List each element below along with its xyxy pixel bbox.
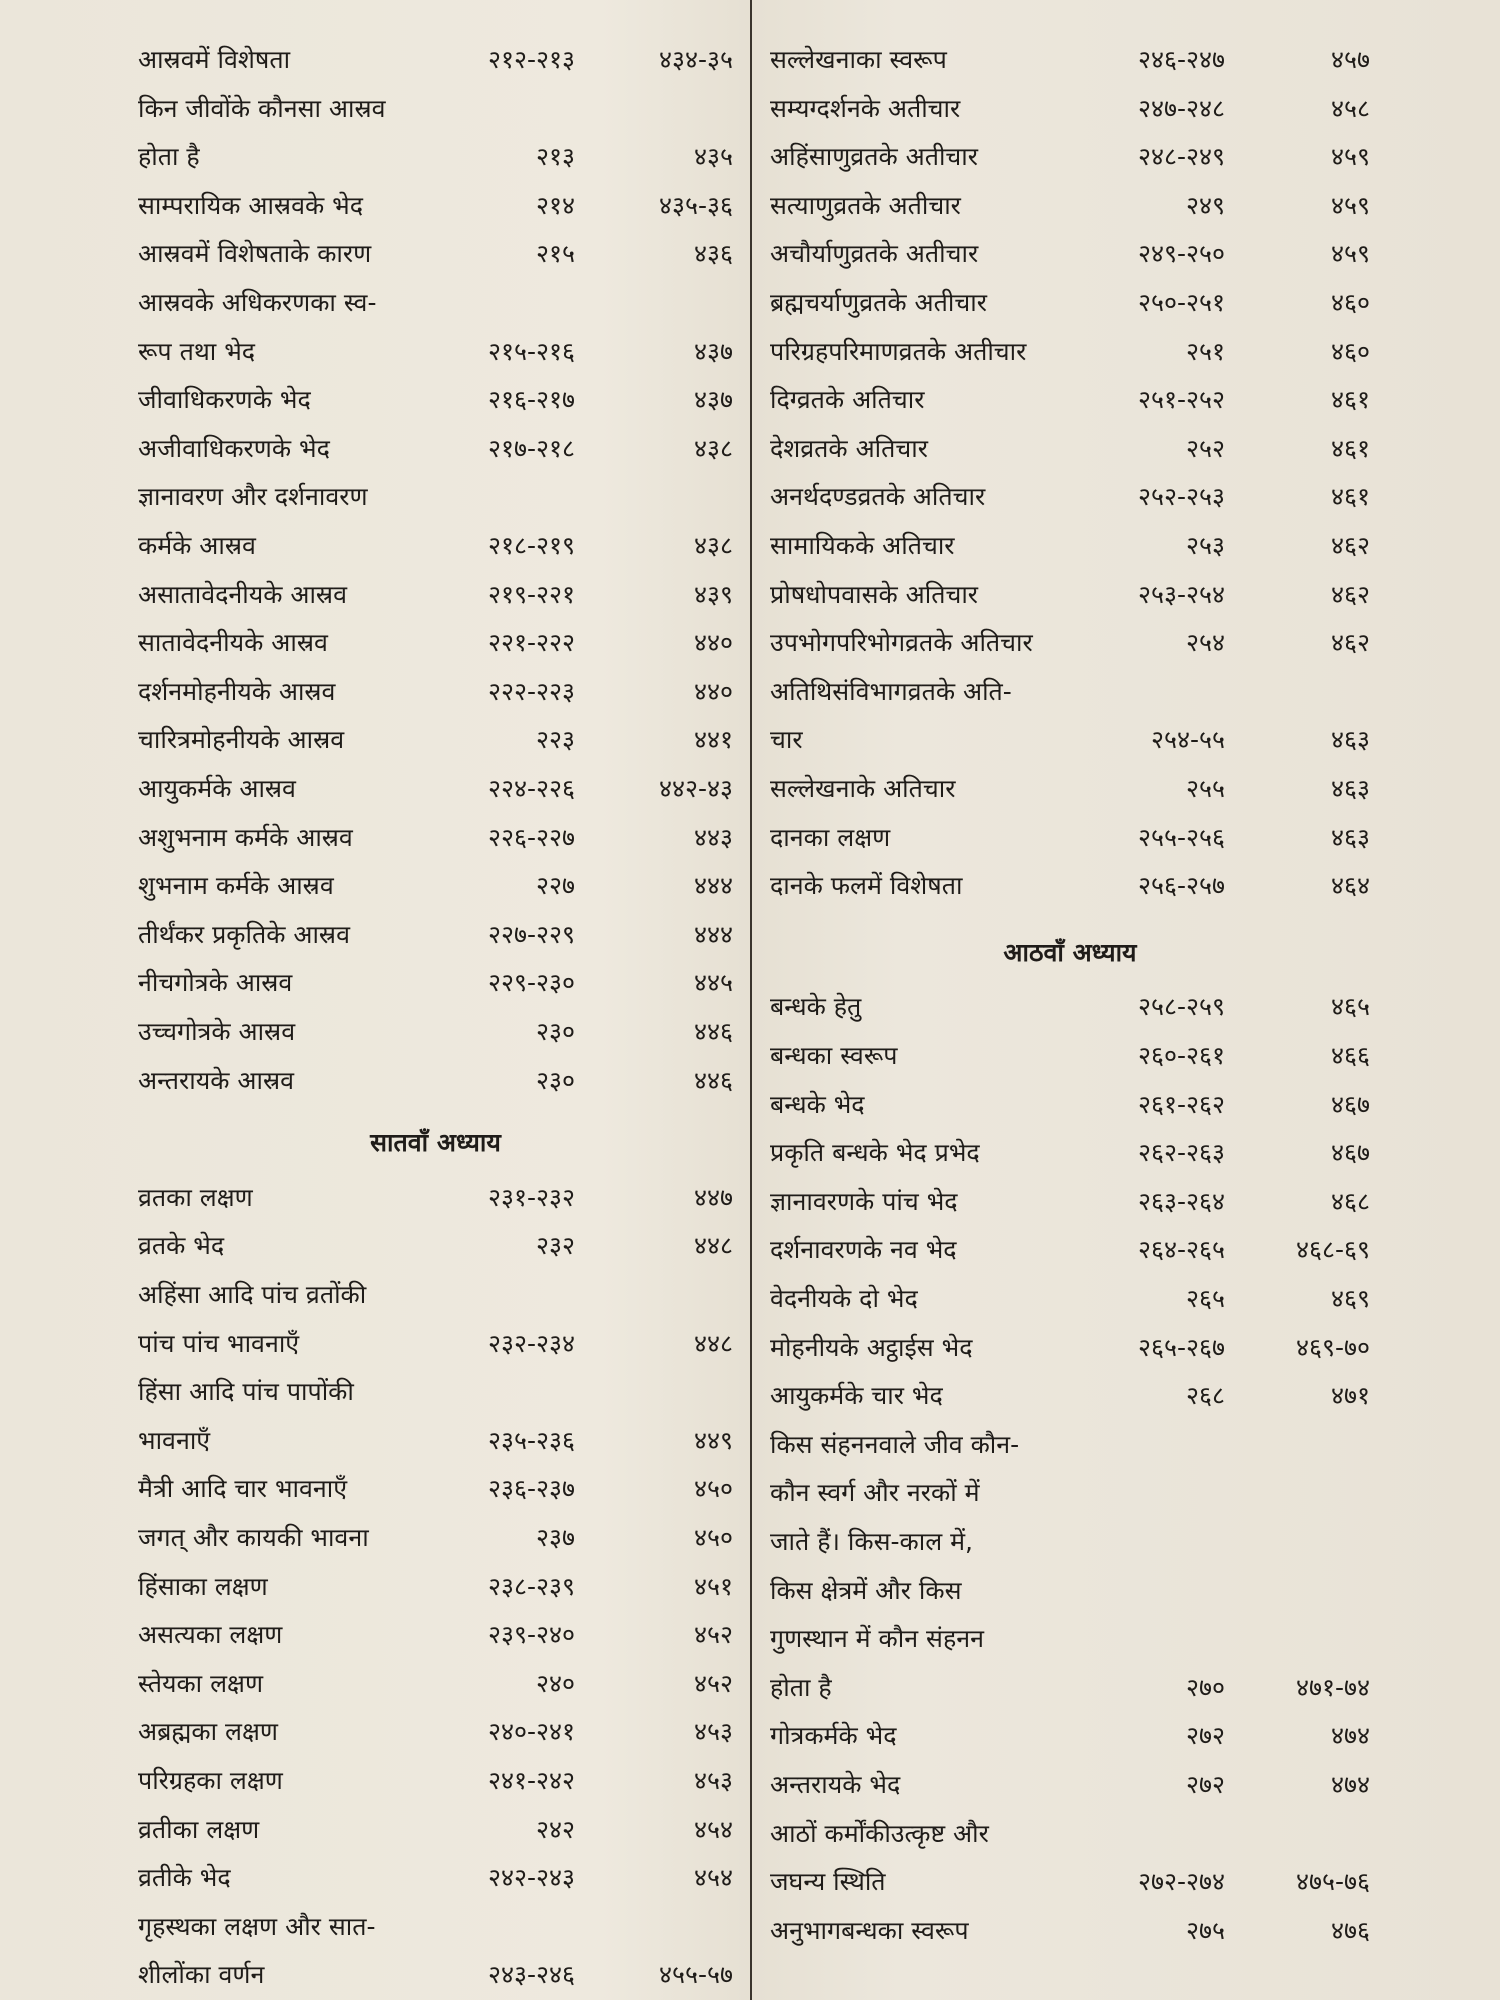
entry-sutra-number: २५१ <box>1185 336 1225 366</box>
entry-sutra-number: २१३ <box>535 142 575 172</box>
toc-entry <box>138 1368 733 1416</box>
toc-entry <box>770 862 1370 910</box>
entry-title: अशुभनाम कर्मके आस्रव <box>138 822 353 852</box>
entry-page-number: ४६३ <box>1330 725 1370 755</box>
entry-title: शुभनाम कर्मके आस्रव <box>138 871 334 901</box>
toc-entry <box>138 473 733 521</box>
entry-page-number: ४५२ <box>693 1620 733 1650</box>
entry-title: आस्रवमें विशेषताके कारण <box>138 239 372 269</box>
toc-entry <box>138 911 733 959</box>
entry-title: सामायिकके अतिचार <box>770 531 955 560</box>
entry-page-number: ४३५ <box>693 142 733 172</box>
entry-sutra-number: २५६-२५७ <box>1137 871 1225 901</box>
toc-entry <box>138 279 733 327</box>
entry-title: हिंसाका लक्षण <box>138 1571 268 1601</box>
toc-entry <box>770 1129 1370 1177</box>
entry-title: चार <box>770 725 803 755</box>
entry-sutra-number: २२९-२३० <box>487 968 575 998</box>
entry-title: अचौर्याणुव्रतके अतीचार <box>770 239 979 269</box>
entry-page-number: ४४८ <box>693 1231 733 1261</box>
toc-entry <box>770 1032 1370 1080</box>
entry-sutra-number: २४९ <box>1185 190 1225 220</box>
toc-entry <box>138 230 733 278</box>
entry-sutra-number: २४१-२४२ <box>487 1766 575 1795</box>
entry-page-number: ४३८ <box>693 531 733 560</box>
entry-page-number: ४३८ <box>693 433 733 463</box>
entry-title: किन जीवोंके कौनसा आस्रव <box>138 93 386 123</box>
entry-title: गृहस्थका लक्षण और सात- <box>138 1911 376 1941</box>
entry-sutra-number: २१८-२१९ <box>487 531 575 560</box>
entry-title: व्रतके भेद <box>138 1231 225 1261</box>
toc-entry <box>770 1421 1370 1469</box>
toc-entry <box>770 522 1370 570</box>
entry-title: सल्लेखनाके अतिचार <box>770 774 956 803</box>
toc-entry <box>770 85 1370 133</box>
entry-sutra-number: २२७-२२९ <box>487 919 575 949</box>
toc-entry <box>138 85 733 133</box>
toc-entry <box>138 1757 733 1805</box>
entry-page-number: ४६० <box>1330 336 1370 366</box>
toc-entry <box>138 959 733 1007</box>
toc-entry <box>770 1469 1370 1517</box>
toc-entry <box>138 1854 733 1902</box>
entry-title: आस्रवके अधिकरणका स्व- <box>138 288 377 317</box>
entry-sutra-number: २४३-२४६ <box>487 1960 575 1990</box>
entry-page-number: ४६७ <box>1330 1138 1370 1168</box>
entry-sutra-number: २६८ <box>1185 1381 1225 1411</box>
column-divider <box>750 0 752 2000</box>
entry-title: अजीवाधिकरणके भेद <box>138 433 330 463</box>
entry-page-number: ४४६ <box>693 1065 733 1095</box>
toc-entry <box>138 862 733 910</box>
toc-entry <box>770 619 1370 667</box>
entry-title: बन्धके भेद <box>770 1089 865 1119</box>
entry-sutra-number: २५२-२५३ <box>1137 482 1225 512</box>
toc-entry <box>770 814 1370 862</box>
entry-title: प्रोषधोपवासके अतिचार <box>770 579 979 609</box>
entry-title: अहिंसाणुव्रतके अतीचार <box>770 142 978 172</box>
entry-page-number: ४६२ <box>1330 628 1370 658</box>
entry-page-number: ४५३ <box>693 1766 733 1795</box>
entry-page-number: ४५० <box>693 1523 733 1552</box>
entry-sutra-number: २१९-२२१ <box>487 579 575 609</box>
entry-sutra-number: २५२ <box>1185 433 1225 463</box>
entry-sutra-number: २६५ <box>1185 1284 1225 1313</box>
entry-title: जाते हैं। किस-काल में, <box>770 1527 973 1556</box>
entry-sutra-number: २५५ <box>1185 774 1225 803</box>
entry-sutra-number: २४० <box>535 1668 575 1698</box>
entry-title: आयुकर्मके आस्रव <box>138 774 296 803</box>
toc-entry <box>138 1008 733 1056</box>
entry-title: दिग्व्रतके अतिचार <box>770 385 925 415</box>
entry-title: हिंसा आदि पांच पापोंकी <box>138 1377 354 1407</box>
entry-title: ज्ञानावरण और दर्शनावरण <box>138 482 368 512</box>
chapter-heading: सातवाँ अध्याय <box>370 1128 501 1158</box>
toc-entry <box>138 1174 733 1222</box>
entry-sutra-number: २७२-२७४ <box>1137 1867 1225 1897</box>
entry-page-number: ४४१ <box>693 725 733 755</box>
entry-sutra-number: २४२ <box>535 1814 575 1844</box>
entry-title: उपभोगपरिभोगव्रतके अतिचार <box>770 628 1033 658</box>
entry-page-number: ४५९ <box>1330 239 1370 269</box>
toc-entry <box>770 328 1370 376</box>
entry-page-number: ४६३ <box>1330 774 1370 803</box>
left-column <box>138 36 733 1996</box>
entry-sutra-number: २१५-२१६ <box>487 336 575 366</box>
toc-entry <box>138 1465 733 1513</box>
entry-page-number: ४६८-६९ <box>1295 1235 1370 1265</box>
entry-sutra-number: २२६-२२७ <box>487 822 575 852</box>
entry-title: व्रतका लक्षण <box>138 1182 253 1212</box>
toc-entry <box>770 1907 1370 1955</box>
entry-title: व्रतीका लक्षण <box>138 1814 260 1844</box>
entry-sutra-number: २१४ <box>535 190 575 220</box>
toc-entry <box>770 1275 1370 1323</box>
entry-sutra-number: २१७-२१८ <box>487 433 575 463</box>
entry-title: शीलोंका वर्णन <box>138 1960 265 1990</box>
entry-page-number: ४६७ <box>1330 1089 1370 1119</box>
entry-sutra-number: २२४-२२६ <box>487 774 575 803</box>
entry-title: अनुभागबन्धका स्वरूप <box>770 1915 969 1945</box>
entry-sutra-number: २३७ <box>535 1523 575 1552</box>
entry-title: गुणस्थान में कौन संहनन <box>770 1624 984 1654</box>
entry-page-number: ४५९ <box>1330 190 1370 220</box>
entry-page-number: ४४० <box>693 628 733 658</box>
entry-sutra-number: २३८-२३९ <box>487 1571 575 1601</box>
entry-title: प्रकृति बन्धके भेद प्रभेद <box>770 1138 980 1168</box>
toc-entry <box>770 376 1370 424</box>
toc-entry <box>138 1903 733 1951</box>
entry-sutra-number: २५८-२५९ <box>1137 992 1225 1022</box>
entry-page-number: ४७५-७६ <box>1295 1867 1370 1897</box>
entry-title: कौन स्वर्ग और नरकों में <box>770 1478 980 1508</box>
entry-page-number: ४६२ <box>1330 579 1370 609</box>
entry-page-number: ४३४-३५ <box>658 45 733 74</box>
entry-title: अनर्थदण्डव्रतके अतिचार <box>770 482 986 512</box>
entry-title: परिग्रहपरिमाणव्रतके अतीचार <box>770 336 1027 366</box>
entry-sutra-number: २३० <box>535 1065 575 1095</box>
entry-title: दर्शनावरणके नव भेद <box>770 1235 957 1265</box>
entry-sutra-number: २५४-५५ <box>1150 725 1225 755</box>
right-column <box>770 36 1370 1996</box>
entry-title: असत्यका लक्षण <box>138 1620 283 1650</box>
entry-title: आस्रवमें विशेषता <box>138 45 291 74</box>
toc-entry <box>138 668 733 716</box>
toc-entry <box>138 1320 733 1368</box>
entry-page-number: ४६३ <box>1330 822 1370 852</box>
entry-page-number: ४६१ <box>1330 385 1370 415</box>
toc-entry <box>138 376 733 424</box>
entry-title: देशव्रतके अतिचार <box>770 433 928 463</box>
toc-entry <box>770 133 1370 181</box>
toc-entry <box>138 1514 733 1562</box>
entry-page-number: ४७६ <box>1330 1915 1370 1945</box>
toc-entry <box>138 571 733 619</box>
entry-sutra-number: २७२ <box>1185 1770 1225 1799</box>
toc-entry <box>770 1518 1370 1566</box>
entry-sutra-number: २४८-२४९ <box>1137 142 1225 172</box>
entry-page-number: ४४४ <box>693 919 733 949</box>
entry-sutra-number: २४७-२४८ <box>1137 93 1225 123</box>
entry-sutra-number: २२७ <box>535 871 575 901</box>
entry-title: वेदनीयके दो भेद <box>770 1284 918 1313</box>
entry-page-number: ४३९ <box>693 579 733 609</box>
entry-title: अन्तरायके भेद <box>770 1770 901 1799</box>
entry-page-number: ४६६ <box>1330 1041 1370 1070</box>
toc-entry <box>138 814 733 862</box>
entry-page-number: ४५२ <box>693 1668 733 1698</box>
entry-sutra-number: २६३-२६४ <box>1137 1186 1225 1216</box>
entry-sutra-number: २३२ <box>535 1231 575 1261</box>
entry-title: ब्रह्मचर्याणुव्रतके अतीचार <box>770 288 987 317</box>
entry-title: जगत् और कायकी भावना <box>138 1523 369 1552</box>
entry-page-number: ४४० <box>693 676 733 706</box>
toc-entry <box>770 1372 1370 1420</box>
entry-sutra-number: २१२-२१३ <box>487 45 575 74</box>
toc-entry <box>770 765 1370 813</box>
entry-page-number: ४७४ <box>1330 1721 1370 1751</box>
entry-sutra-number: २३९-२४० <box>487 1620 575 1650</box>
entry-sutra-number: २५३ <box>1185 531 1225 560</box>
entry-title: आठों कर्मोंकीउत्कृष्ट और <box>770 1818 989 1848</box>
toc-entry <box>138 1563 733 1611</box>
entry-sutra-number: २३१-२३२ <box>487 1182 575 1212</box>
entry-title: होता है <box>770 1672 832 1702</box>
entry-sutra-number: २६०-२६१ <box>1137 1041 1225 1070</box>
entry-page-number: ४५७ <box>1330 45 1370 74</box>
toc-entry <box>770 473 1370 521</box>
entry-title: सल्लेखनाका स्वरूप <box>770 45 947 74</box>
entry-sutra-number: २६४-२६५ <box>1137 1235 1225 1265</box>
entry-title: तीर्थंकर प्रकृतिके आस्रव <box>138 919 350 949</box>
toc-entry <box>138 328 733 376</box>
toc-entry <box>138 716 733 764</box>
toc-entry <box>770 279 1370 327</box>
toc-entry <box>138 182 733 230</box>
entry-sutra-number: २६१-२६२ <box>1137 1089 1225 1119</box>
entry-sutra-number: २२२-२२३ <box>487 676 575 706</box>
entry-page-number: ४६० <box>1330 288 1370 317</box>
toc-entry <box>770 1567 1370 1615</box>
toc-entry <box>770 425 1370 473</box>
toc-entry <box>138 1611 733 1659</box>
toc-entry <box>770 1081 1370 1129</box>
entry-title: आयुकर्मके चार भेद <box>770 1381 943 1411</box>
toc-entry <box>138 133 733 181</box>
entry-title: कर्मके आस्रव <box>138 531 256 560</box>
entry-sutra-number: २४२-२४३ <box>487 1863 575 1893</box>
toc-entry <box>138 522 733 570</box>
entry-title: अतिथिसंविभागव्रतके अति- <box>770 676 1012 706</box>
entry-title: मैत्री आदि चार भावनाएँ <box>138 1474 348 1504</box>
toc-entry <box>770 716 1370 764</box>
entry-page-number: ४५० <box>693 1474 733 1504</box>
entry-sutra-number: २६५-२६७ <box>1137 1332 1225 1362</box>
entry-title: पांच पांच भावनाएँ <box>138 1328 300 1358</box>
entry-page-number: ४४४ <box>693 871 733 901</box>
entry-sutra-number: २५०-२५१ <box>1137 288 1225 317</box>
entry-page-number: ४५४ <box>693 1814 733 1844</box>
entry-title: व्रतीके भेद <box>138 1863 231 1893</box>
toc-entry <box>770 1615 1370 1663</box>
entry-page-number: ४५३ <box>693 1717 733 1747</box>
entry-title: किस क्षेत्रमें और किस <box>770 1575 962 1605</box>
entry-page-number: ४६१ <box>1330 482 1370 512</box>
entry-title: असातावेदनीयके आस्रव <box>138 579 347 609</box>
entry-page-number: ४३५-३६ <box>658 190 733 220</box>
toc-entry <box>138 1222 733 1270</box>
entry-sutra-number: २१५ <box>535 239 575 269</box>
toc-entry <box>770 1761 1370 1809</box>
entry-title: भावनाएँ <box>138 1425 211 1455</box>
entry-page-number: ४५४ <box>693 1863 733 1893</box>
entry-title: दानके फलमें विशेषता <box>770 871 963 901</box>
entry-page-number: ४३६ <box>693 239 733 269</box>
entry-title: बन्धके हेतु <box>770 992 862 1022</box>
entry-title: अहिंसा आदि पांच व्रतोंकी <box>138 1280 367 1309</box>
toc-entry <box>770 983 1370 1031</box>
entry-sutra-number: २५३-२५४ <box>1137 579 1225 609</box>
entry-sutra-number: २२१-२२२ <box>487 628 575 658</box>
entry-page-number: ४४२-४३ <box>658 774 733 803</box>
entry-page-number: ४६९ <box>1330 1284 1370 1313</box>
entry-title: साम्परायिक आस्रवके भेद <box>138 190 363 220</box>
toc-entry <box>138 1708 733 1756</box>
toc-entry <box>138 1271 733 1319</box>
entry-title: सत्याणुव्रतके अतीचार <box>770 190 961 220</box>
entry-sutra-number: २३० <box>535 1017 575 1046</box>
entry-page-number: ४४५ <box>693 968 733 998</box>
entry-sutra-number: २७२ <box>1185 1721 1225 1751</box>
entry-sutra-number: २१६-२१७ <box>487 385 575 415</box>
toc-entry <box>138 36 733 84</box>
entry-title: गोत्रकर्मके भेद <box>770 1721 897 1751</box>
entry-sutra-number: २४०-२४१ <box>487 1717 575 1747</box>
chapter-heading: आठवाँ अध्याय <box>1003 937 1137 967</box>
entry-sutra-number: २४९-२५० <box>1137 239 1225 269</box>
entry-title: अब्रह्मका लक्षण <box>138 1717 278 1747</box>
entry-title: सातावेदनीयके आस्रव <box>138 628 328 658</box>
entry-page-number: ४५९ <box>1330 142 1370 172</box>
entry-title: किस संहननवाले जीव कौन- <box>770 1429 1020 1459</box>
entry-page-number: ४३७ <box>693 336 733 366</box>
toc-entry <box>138 765 733 813</box>
entry-title: चारित्रमोहनीयके आस्रव <box>138 725 345 755</box>
entry-sutra-number: २२३ <box>535 725 575 755</box>
entry-sutra-number: २५५-२५६ <box>1137 822 1225 852</box>
entry-sutra-number: २३५-२३६ <box>487 1425 575 1455</box>
entry-title: परिग्रहका लक्षण <box>138 1766 283 1795</box>
entry-title: बन्धका स्वरूप <box>770 1041 898 1070</box>
entry-title: सम्यग्दर्शनके अतीचार <box>770 93 961 123</box>
toc-entry <box>770 668 1370 716</box>
entry-title: होता है <box>138 142 200 172</box>
toc-entry <box>770 1810 1370 1858</box>
toc-entry <box>770 1664 1370 1712</box>
toc-entry <box>770 36 1370 84</box>
toc-entry <box>138 1057 733 1105</box>
entry-sutra-number: २६२-२६३ <box>1137 1138 1225 1168</box>
toc-entry <box>770 230 1370 278</box>
entry-sutra-number: २४६-२४७ <box>1137 45 1225 74</box>
toc-entry <box>138 425 733 473</box>
entry-page-number: ४४३ <box>693 822 733 852</box>
entry-sutra-number: २३२-२३४ <box>487 1328 575 1358</box>
entry-page-number: ४४९ <box>693 1425 733 1455</box>
entry-page-number: ४४६ <box>693 1017 733 1046</box>
entry-sutra-number: २५१-२५२ <box>1137 385 1225 415</box>
entry-page-number: ४४७ <box>693 1182 733 1212</box>
entry-page-number: ४३७ <box>693 385 733 415</box>
entry-page-number: ४५५-५७ <box>658 1960 733 1990</box>
entry-sutra-number: २३६-२३७ <box>487 1474 575 1504</box>
entry-title: स्तेयका लक्षण <box>138 1668 264 1698</box>
entry-title: उच्चगोत्रके आस्रव <box>138 1017 296 1046</box>
entry-sutra-number: २५४ <box>1185 628 1225 658</box>
entry-sutra-number: २७५ <box>1185 1915 1225 1945</box>
entry-title: दानका लक्षण <box>770 822 891 852</box>
entry-page-number: ४६२ <box>1330 531 1370 560</box>
entry-page-number: ४७४ <box>1330 1770 1370 1799</box>
entry-title: दर्शनमोहनीयके आस्रव <box>138 676 336 706</box>
entry-sutra-number: २७० <box>1185 1672 1225 1702</box>
entry-page-number: ४६४ <box>1330 871 1370 901</box>
entry-page-number: ४७१ <box>1330 1381 1370 1411</box>
entry-page-number: ४६८ <box>1330 1186 1370 1216</box>
entry-page-number: ४७१-७४ <box>1295 1672 1370 1702</box>
toc-entry <box>770 1178 1370 1226</box>
toc-entry <box>138 1660 733 1708</box>
entry-title: नीचगोत्रके आस्रव <box>138 968 293 998</box>
toc-entry <box>138 1951 733 1999</box>
entry-title: अन्तरायके आस्रव <box>138 1065 294 1095</box>
entry-page-number: ४६५ <box>1330 992 1370 1022</box>
entry-title: जीवाधिकरणके भेद <box>138 385 311 415</box>
entry-page-number: ४४८ <box>693 1328 733 1358</box>
entry-page-number: ४५१ <box>693 1571 733 1601</box>
toc-entry <box>138 1417 733 1465</box>
toc-entry <box>770 1858 1370 1906</box>
toc-entry <box>138 619 733 667</box>
toc-entry <box>770 1226 1370 1274</box>
entry-page-number: ४६९-७० <box>1295 1332 1370 1362</box>
entry-title: ज्ञानावरणके पांच भेद <box>770 1186 958 1216</box>
entry-page-number: ४५८ <box>1330 93 1370 123</box>
toc-entry <box>770 1324 1370 1372</box>
entry-title: जघन्य स्थिति <box>770 1867 886 1897</box>
entry-page-number: ४६१ <box>1330 433 1370 463</box>
entry-title: रूप तथा भेद <box>138 336 256 366</box>
entry-title: मोहनीयके अट्ठाईस भेद <box>770 1332 973 1362</box>
toc-entry <box>770 571 1370 619</box>
toc-entry <box>770 1712 1370 1760</box>
toc-entry <box>138 1806 733 1854</box>
toc-entry <box>770 182 1370 230</box>
